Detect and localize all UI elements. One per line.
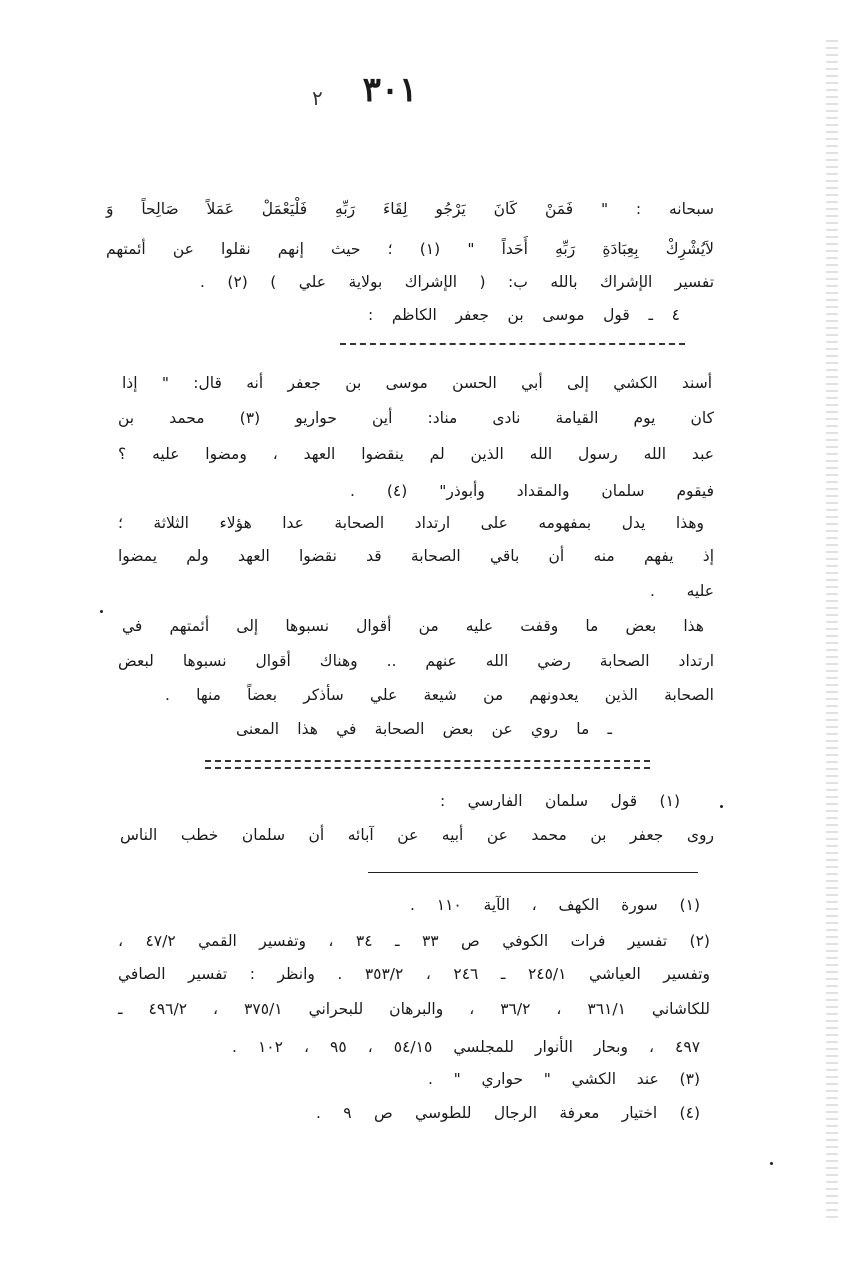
body-line: كان يوم القيامة نادى مناد: أين حواريو (٣) محمد بن [118, 409, 714, 427]
body-line: إذ يفهم منه أن باقي الصحابة قد نقضوا العهد ولم يمضوا [118, 547, 714, 565]
page-mark: ٢ [312, 86, 323, 110]
body-line: هذا بعض ما وقفت عليه من أقوال نسبوها إلى أئمتهم في [122, 617, 704, 635]
scan-speck [770, 1162, 773, 1165]
footnote: للكاشاني ٣٦١/١ ، ٣٦/٢ ، والبرهان للبحراني ٣٧٥/١ ، ٤٩٦/٢ ـ [118, 1000, 710, 1018]
body-line: فيقوم سلمان والمقداد وأبوذر" (٤) . [350, 482, 714, 500]
body-line: عليه . [650, 582, 714, 600]
footnote: (٢) تفسير فرات الكوفي ص ٣٣ ـ ٣٤ ، وتفسير القمي ٤٧/٢ ، [118, 932, 710, 950]
footnote: وتفسير العياشي ٢٤٥/١ ـ ٢٤٦ ، ٣٥٣/٢ . وانظر : تفسير الصافي [118, 965, 711, 983]
double-dashed-divider [205, 760, 650, 769]
footnote: (٣) عند الكشي " حواري " . [428, 1070, 700, 1088]
body-line: عبد الله رسول الله الذين لم ينقضوا العهد ، ومضوا عليه ؟ [118, 445, 714, 463]
scan-speck [720, 805, 723, 808]
section-heading: ٤ ـ قول موسى بن جعفر الكاظم : [368, 306, 680, 324]
page-number: ٣٠١ [362, 70, 418, 110]
footnote: (٤) اختيار معرفة الرجال للطوسي ص ٩ . [316, 1104, 700, 1122]
scan-speck [100, 610, 103, 613]
body-line: الصحابة الذين يعدونهم من شيعة علي سأذكر بعضاً منها . [165, 686, 714, 704]
footnote-rule [368, 872, 698, 873]
section-heading: ـ ما روي عن بعض الصحابة في هذا المعنى [236, 720, 612, 738]
body-line: تفسير الإشراك بالله ب: ( الإشراك بولاية علي ) (٢) . [200, 273, 715, 291]
body-line: وهذا يدل بمفهومه على ارتداد الصحابة عدا هؤلاء الثلاثة ؛ [118, 514, 704, 532]
footnote: ٤٩٧ ، وبحار الأنوار للمجلسي ٥٤/١٥ ، ٩٥ ، ١٠٢ . [232, 1038, 701, 1056]
body-line: روى جعفر بن محمد عن أبيه عن آبائه أن سلمان خطب الناس [120, 826, 714, 844]
body-line: أسند الكشي إلى أبي الحسن موسى بن جعفر أنه قال: " إذا [122, 374, 712, 392]
body-line: ارتداد الصحابة رضي الله عنهم .. وهناك أقوال نسبوها لبعض [118, 652, 714, 670]
body-line: سبحانه : " فَمَنْ كَانَ يَرْجُو لِقَاءَ رَبِّهِ فَلْيَعْمَلْ عَمَلاً صَالِحاً وَ [106, 200, 714, 218]
subsection-heading: (١) قول سلمان الفارسي : [440, 792, 680, 810]
scan-edge-noise [826, 40, 838, 1220]
footnote: (١) سورة الكهف ، الآية ١١٠ . [410, 896, 700, 914]
body-line: لاَيُشْرِكْ بِعِبَادَةِ رَبِّهِ أَحَداً " (١) ؛ حيث إنهم نقلوا عن أئمتهم [106, 240, 715, 258]
dashed-divider [340, 343, 685, 345]
